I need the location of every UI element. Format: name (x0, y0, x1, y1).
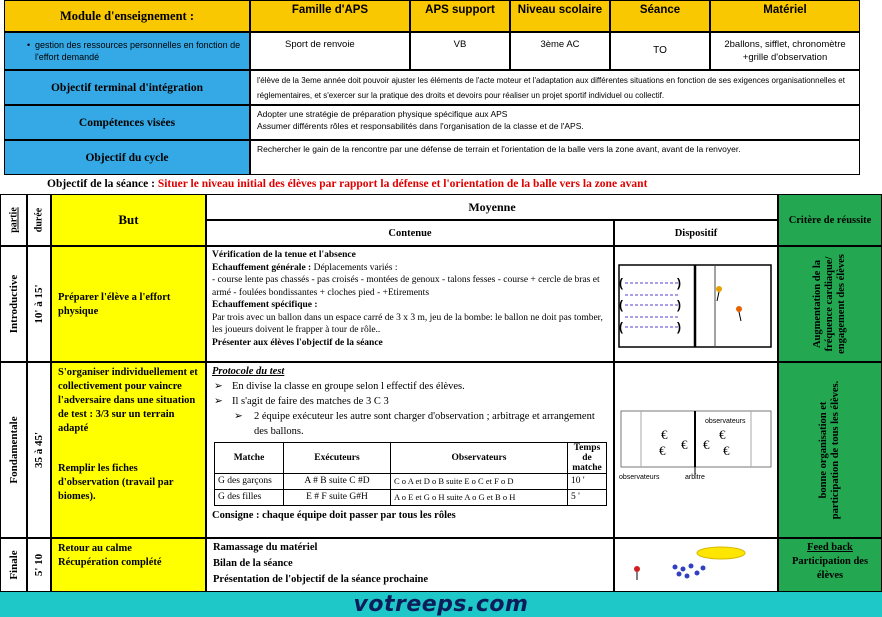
svg-text:): ) (677, 298, 681, 312)
svg-text:): ) (677, 276, 681, 290)
intro-but: Préparer l'élève a l'effort physique (51, 246, 206, 362)
finale-line-bilan: Bilan de la séance (213, 558, 293, 569)
fond-but-remplir: Remplir les fiches d'observation (travail par biomes). (58, 463, 174, 502)
header-niveau: Niveau scolaire (510, 0, 610, 32)
dispositif-header: Dispositif (614, 220, 778, 246)
intro-duree: 10' à 15' (27, 246, 51, 362)
protocole-bullet-3: ➢ 2 équipe exécuteur les autre sont charger d'observation ; arbitrage et arrangement des ballons. (234, 411, 595, 437)
intro-line-verification: Vérification de la tenue et l'absence (212, 250, 356, 260)
finale-but-recuperation: Récupération complété (58, 557, 162, 568)
moyenne-header: Moyenne (206, 194, 778, 220)
svg-text:€: € (681, 437, 688, 452)
svg-text:€: € (703, 437, 710, 452)
bullet: • (27, 40, 31, 50)
footer-site-link[interactable]: votreeps.com (353, 592, 529, 617)
finale-critere (778, 538, 882, 592)
svg-text:€: € (719, 427, 726, 442)
fond-critere: bonne organisation et participation de tous les élèves. (778, 362, 882, 538)
text-competences: Adopter une stratégie de préparation physique spécifique aux APS Assumer différents rôles et responsabilités dans l'organisation de la classe et de l'APS. (250, 105, 860, 140)
module-cell (4, 32, 250, 70)
intro-content (206, 246, 614, 362)
svg-text:€: € (723, 443, 730, 458)
protocole-title: Protocole du test (212, 366, 285, 377)
intro-line-course: - course lente pas chassés - pas croisés - montées de genoux - talons fesses - course + cercle de bras et armé - foulées bondissantes + cloches pied - +Etirements (212, 275, 600, 298)
fond-content (206, 362, 614, 538)
partie-label: partie (8, 207, 19, 233)
protocole-bullet-2: ➢ Il s'agit de faire des matches de 3 C 3 (214, 396, 389, 407)
finale-but-calme: Retour au calme (58, 543, 132, 554)
consigne: Consigne : chaque équipe doit passer par tous les rôles (212, 510, 456, 521)
critere-header: Critère de réussite (778, 194, 882, 246)
label-competences: Compétences visées (4, 105, 250, 140)
intro-line-echauffement: Echauffement générale : Déplacements variés : (212, 262, 398, 273)
col-duree-header (27, 194, 51, 246)
text-objectif-cycle: Rechercher le gain de la rencontre par une défense de terrain et l'orientation de la balle vers la zone avant, avant de la renvoyer. (250, 140, 860, 175)
svg-text:(: ( (619, 276, 623, 290)
warmup-diagram (615, 247, 778, 362)
svg-text:): ) (677, 320, 681, 334)
text-objectif-terminal: l'élève de la 3eme année doit pouvoir ajuster les éléments de l'acte moteur et l'adaptation aux différentes situations en fonction de ses exigences organisationnelles et réglementaires, et s'exercer sur la pratique des droits et devoirs pour réaliser un projet sportif individuel ou collectif. (250, 70, 860, 105)
intro-critere: Augmentation de la fréquence cardiaque/ engagement des élèves (778, 246, 882, 362)
materiel-cell: 2ballons, sifflet, chronomètre +grille d'observation (710, 32, 860, 70)
finale-partie: Finale (0, 538, 27, 592)
intro-partie: Introductive (0, 246, 27, 362)
finale-diagram (615, 539, 778, 592)
finale-but (51, 538, 206, 592)
finale-line-presentation: Présentation de l'objectif de la séance prochaine (213, 574, 429, 585)
label-objectif-cycle: Objectif du cycle (4, 140, 250, 175)
fond-duree: 35 à 45' (27, 362, 51, 538)
svg-text:€: € (661, 427, 668, 442)
col-partie-header (0, 194, 27, 246)
match-diagram (615, 363, 778, 538)
header-module: Module d'enseignement : (4, 0, 250, 32)
col-but-header: But (51, 194, 206, 246)
table-header-row: Matche Exécuteurs Observateurs Temps de matche (215, 443, 607, 474)
famille-cell: Sport de renvoie (250, 32, 410, 70)
intro-line-presenter: Présenter aux élèves l'objectif de la séance (212, 337, 383, 348)
seance-cell: TO (610, 32, 710, 70)
header-seance: Séance (610, 0, 710, 32)
finale-content (206, 538, 614, 592)
diagram-label-obs-top: observateurs (705, 418, 746, 425)
svg-text:(: ( (619, 298, 623, 312)
objectif-seance-label: Objectif de la séance : (47, 178, 155, 190)
aps-cell: VB (410, 32, 510, 70)
intro-dispositif (614, 246, 778, 362)
svg-text:(: ( (619, 320, 623, 334)
header-aps: APS support (410, 0, 510, 32)
fond-but-organiser: S'organiser individuellement et collectivement pour vaincre l'adversaire dans une situation de test : 3/3 sur un terrain adapté (58, 367, 198, 434)
table-row: G des garçons A # B suite C #D C o A et D o B suite E o C et F o D 10 ' (215, 474, 607, 490)
diagram-label-obs-bottom: observateurs (619, 474, 660, 481)
duree-label: durée (33, 207, 45, 233)
niveau-cell: 3ème AC (510, 32, 610, 70)
intro-line-specifique: Echauffement spécifique : (212, 300, 318, 310)
footer-banner (0, 592, 882, 617)
diagram-label-arbitre: arbitre (685, 474, 705, 481)
finale-line-ramassage: Ramassage du matériel (213, 542, 318, 553)
table-row: G des filles E # F suite G#H A o E et G o H suite A o G et B o H 5 ' (215, 490, 607, 506)
header-materiel: Matériel (710, 0, 860, 32)
label-objectif-terminal: Objectif terminal d'intégration (4, 70, 250, 105)
module-text: gestion des ressources personnelles en fonction de l'effort demandé (35, 40, 241, 62)
finale-critere-feedback: Feed back (807, 542, 853, 553)
intro-line-trois: Par trois avec un ballon dans un espace carré de 3 x 3 m, jeu de la bombe: le ballon ne doit pas tomber, les joueurs doivent le frapper à tour de rôle.. (212, 312, 603, 335)
finale-critere-participation: Participation des élèves (791, 556, 869, 581)
fond-dispositif (614, 362, 778, 538)
fond-but (51, 362, 206, 538)
finale-duree: 5' 10 (27, 538, 51, 592)
protocole-bullet-1: ➢ En divise la classe en groupe selon l effectif des élèves. (214, 381, 465, 392)
contenue-header: Contenue (206, 220, 614, 246)
test-table (214, 442, 607, 506)
objectif-seance-text: Situer le niveau initial des élèves par rapport la défense et l'orientation de la balle vers la zone avant (157, 178, 648, 190)
objectif-seance (47, 178, 877, 190)
fond-partie: Fondamentale (0, 362, 27, 538)
svg-text:€: € (659, 443, 666, 458)
header-famille: Famille d'APS (250, 0, 410, 32)
finale-dispositif (614, 538, 778, 592)
